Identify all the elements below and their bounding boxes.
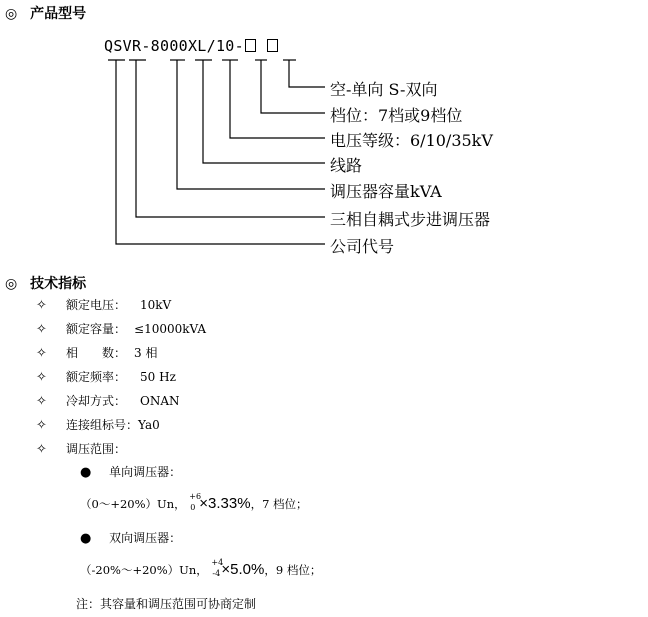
spec-label: 额定频率： <box>66 370 127 384</box>
single-regulator-formula <box>80 492 308 515</box>
formula-positions: ，7 档位； <box>250 497 308 511</box>
spec-item-capacity <box>36 320 206 337</box>
legend-type: 三相自耦式步进调压器 <box>330 210 491 229</box>
legend-line: 线路 <box>330 156 363 175</box>
bullet-icon: ◎ <box>5 276 18 292</box>
bullet-icon: ◎ <box>5 6 18 22</box>
spec-label: 相 数： <box>66 346 127 360</box>
diamond-star-icon: ✧ <box>36 442 47 457</box>
spec-label: 连接组标号： <box>66 418 139 432</box>
double-regulator-title: 双向调压器： <box>109 531 182 545</box>
formula-range: （0～+20%）Un， <box>80 497 186 511</box>
formula-step: ×5.0% <box>221 561 265 578</box>
legend-capacity: 调压器容量kVA <box>330 182 442 201</box>
formula-step: ×3.33% <box>199 495 251 512</box>
formula-sup: +4 <box>211 558 224 567</box>
spec-value: 50 Hz <box>140 370 176 384</box>
double-regulator-heading <box>80 529 181 546</box>
legend-company: 公司代号 <box>330 237 395 256</box>
spec-item-phases <box>36 344 157 361</box>
single-regulator-heading <box>80 463 181 480</box>
spec-label: 额定电压： <box>66 298 127 312</box>
legend-positions: 档位：7档或9档位 <box>330 106 463 125</box>
dot-bullet-icon: ● <box>80 465 92 480</box>
dot-bullet-icon: ● <box>80 531 92 546</box>
spec-item-range <box>36 440 126 457</box>
diamond-star-icon: ✧ <box>36 322 47 337</box>
diamond-star-icon: ✧ <box>36 370 47 385</box>
spec-item-frequency <box>36 368 176 385</box>
spec-item-cooling <box>36 392 180 409</box>
legend-voltage: 电压等级：6/10/35kV <box>330 131 493 150</box>
formula-sub: 0 <box>190 503 196 512</box>
formula-positions: ，9 档位； <box>264 563 322 577</box>
spec-value: ONAN <box>140 394 180 408</box>
spec-value: ≤10000kVA <box>134 322 207 336</box>
spec-label: 额定容量： <box>66 322 127 336</box>
double-regulator-formula <box>80 558 322 581</box>
spec-label: 调压范围： <box>66 442 127 456</box>
formula-range: （-20%～+20%）Un， <box>80 563 208 577</box>
section-heading-specs <box>5 273 86 293</box>
diamond-star-icon: ✧ <box>36 298 47 313</box>
model-code-text: QSVR-8000XL/10- <box>104 37 244 55</box>
spec-value: Ya0 <box>138 418 160 432</box>
footnote: 注：其容量和调压范围可协商定制 <box>76 597 257 611</box>
formula-exponent <box>189 492 202 515</box>
section-title: 产品型号 <box>30 6 87 22</box>
diamond-star-icon: ✧ <box>36 346 47 361</box>
legend-direction: 空-单向 S-双向 <box>330 80 438 99</box>
spec-value: 3 相 <box>134 346 158 360</box>
formula-exponent <box>211 558 224 581</box>
formula-sub: -4 <box>212 569 221 578</box>
section-title: 技术指标 <box>30 276 87 292</box>
single-regulator-title: 单向调压器： <box>109 465 182 479</box>
spec-value: 10kV <box>140 298 172 312</box>
spec-item-connection <box>36 416 160 433</box>
spec-label: 冷却方式： <box>66 394 127 408</box>
spec-item-voltage <box>36 296 171 313</box>
diamond-star-icon: ✧ <box>36 394 47 409</box>
formula-sup: +6 <box>189 492 202 501</box>
diamond-star-icon: ✧ <box>36 418 47 433</box>
